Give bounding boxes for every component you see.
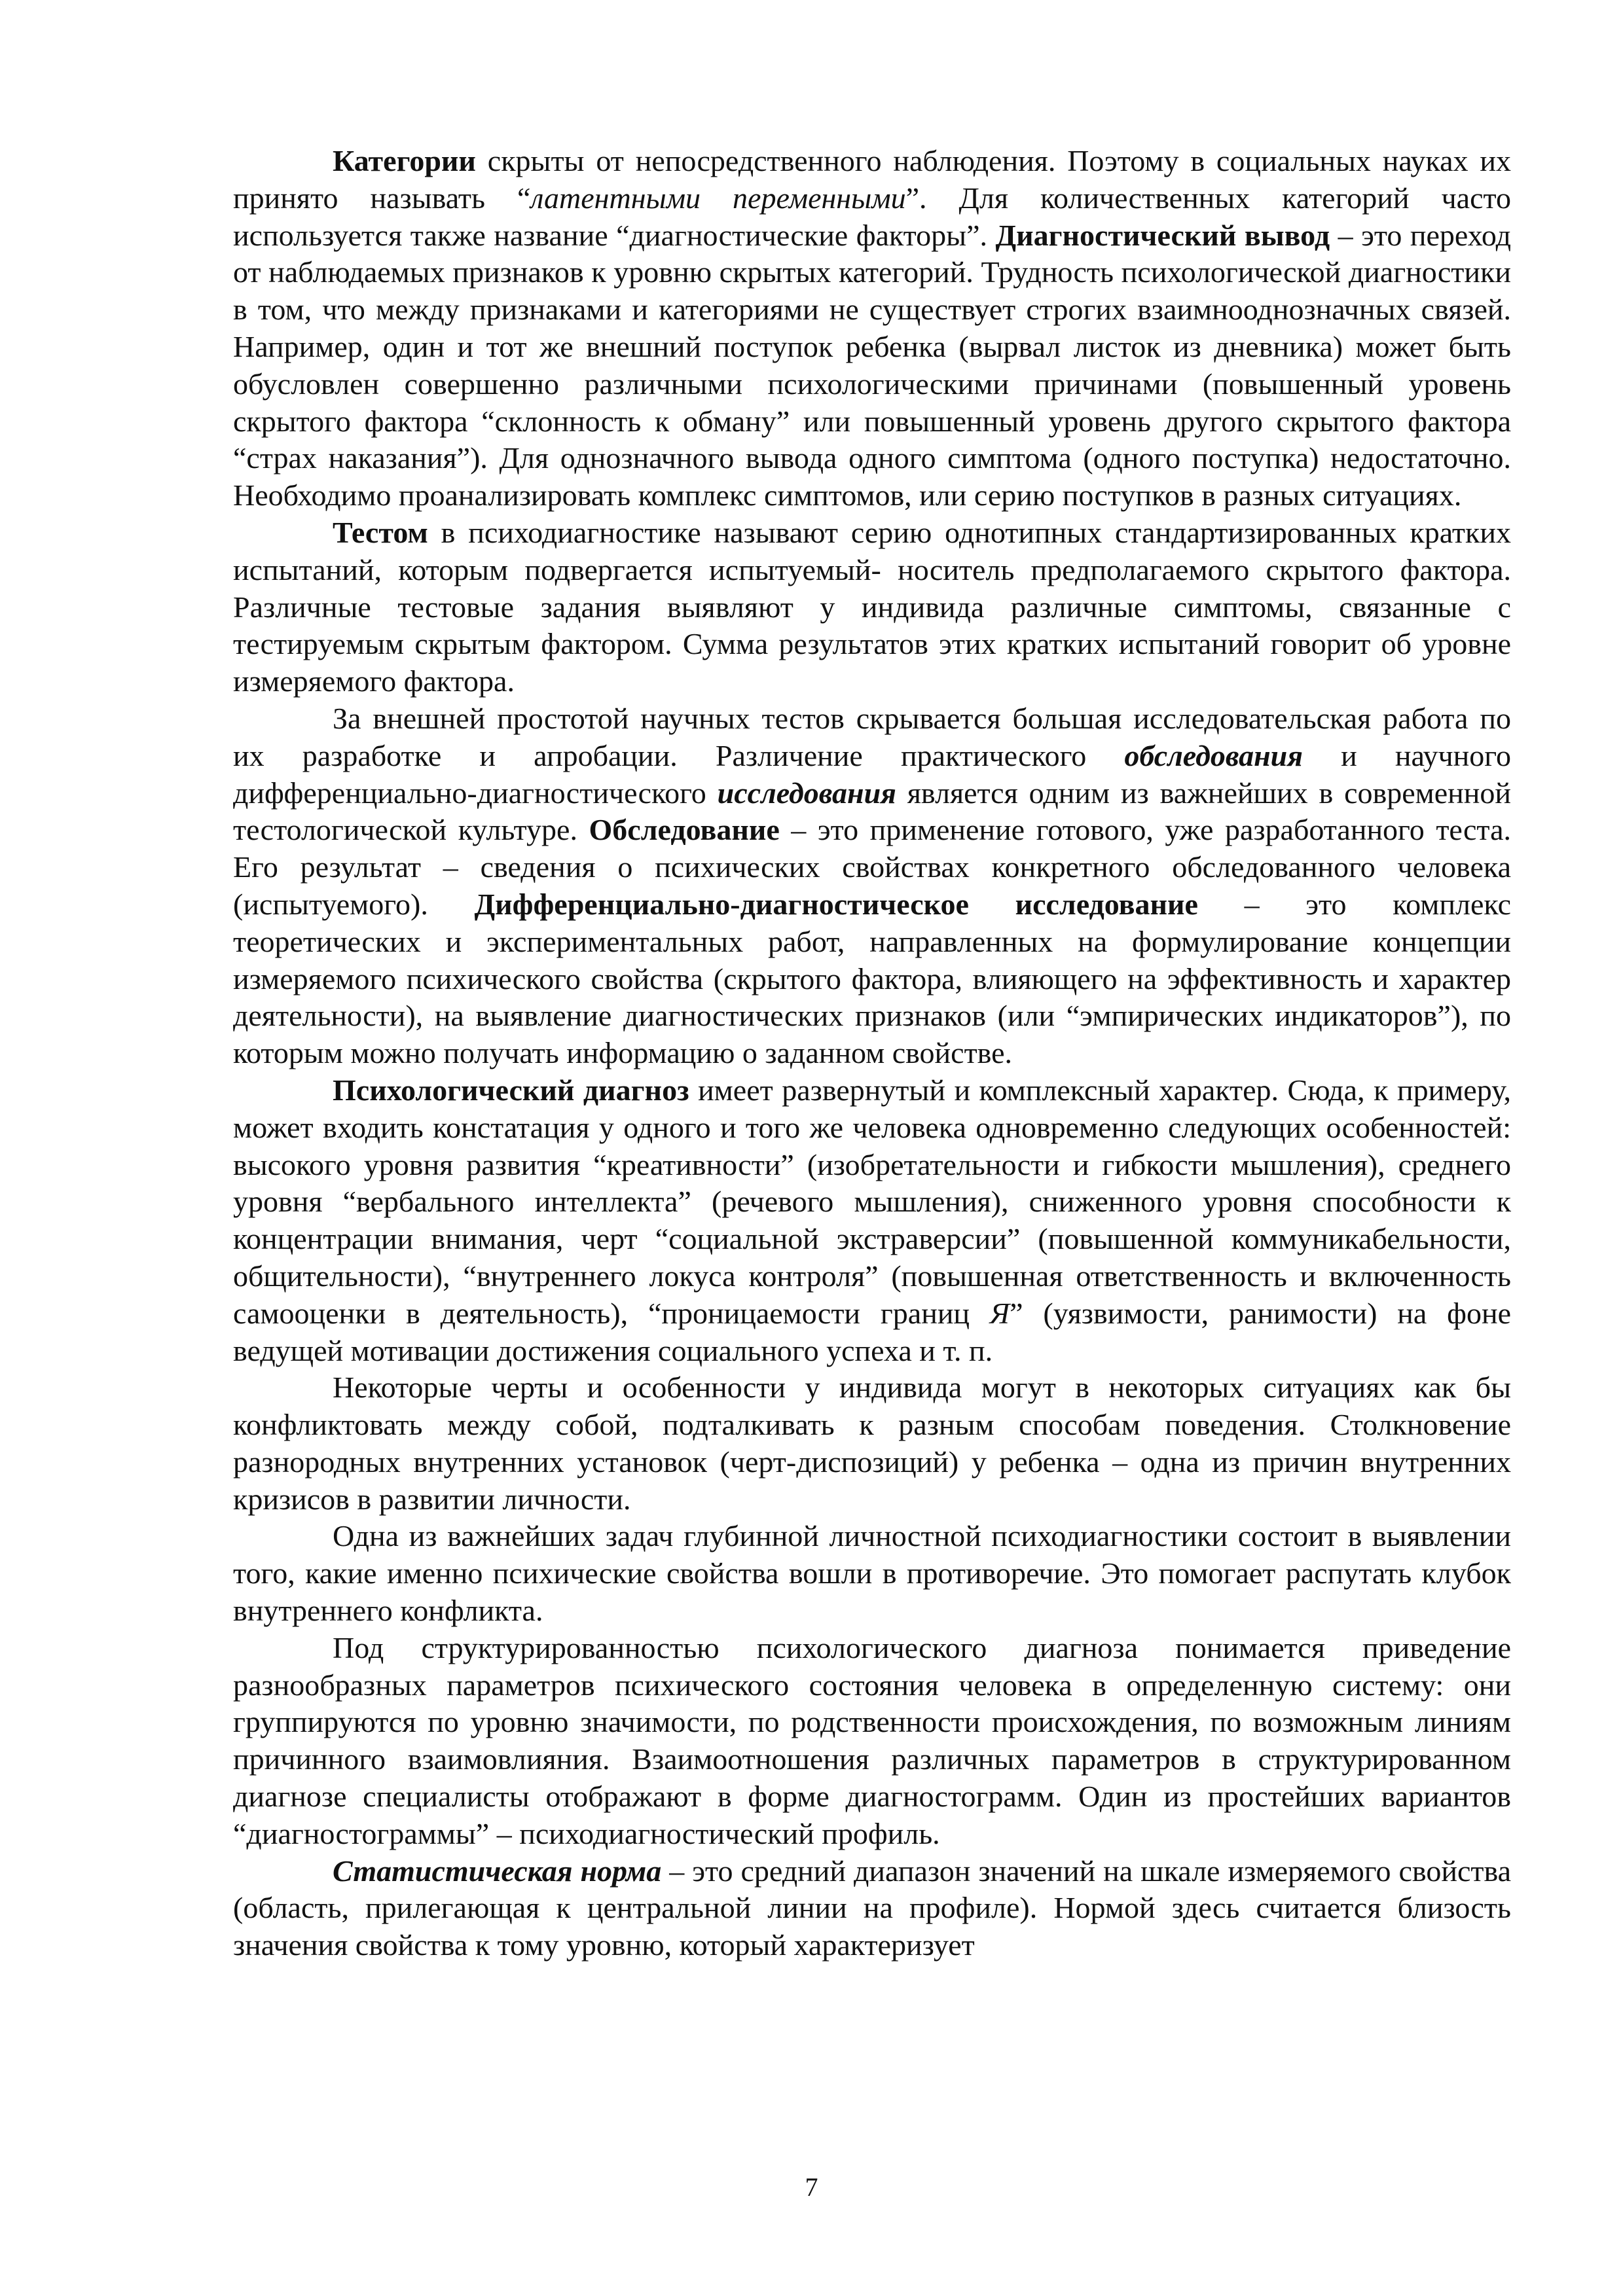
text-run: Одна из важнейших задач глубинной личностной психодиагностики состоит в выявлении того, какие именно психические свойства вошли в противоречие. Это помогает распутать клубок внутреннего конфликта. bbox=[233, 1519, 1511, 1628]
paragraph bbox=[233, 514, 1511, 700]
text-run: ” (уязвимости, ранимости) на фоне ведущей мотивации достижения социального успеха и т. п. bbox=[233, 1296, 1511, 1367]
bold-italic-term: Статистическая норма bbox=[333, 1854, 662, 1888]
bold-term: Диагностический вывод bbox=[995, 218, 1330, 252]
paragraph bbox=[233, 1853, 1511, 1964]
page-number: 7 bbox=[805, 2172, 818, 2202]
text-run: является одним из важнейших в современной тестологической культуре. bbox=[233, 776, 1511, 847]
bold-term: Дифференциально-диагностическое исследование bbox=[474, 887, 1198, 921]
bold-italic-term: обследования bbox=[1124, 738, 1303, 772]
paragraph bbox=[233, 700, 1511, 1072]
text-run: – это комплекс теоретических и экспериментальных работ, направленных на формулирование концепции измеряемого психического свойства (скрытого фактора, влияющего на эффективность и характер деятельности), на выявление диагностических признаков (или “эмпирических индикаторов”), по которым можно получать информацию о заданном свойстве. bbox=[233, 887, 1511, 1070]
text-run: имеет развернутый и комплексный характер. Сюда, к примеру, может входить констатация у одного и того же человека одновременно следующих особенностей: высокого уровня развития “креативности” (изобретательности и гибкости мышления), среднего уровня “вербального интеллекта” (речевого мышления), сниженного уровня способности к концентрации внимания, черт “социальной экстраверсии” (повышенной коммуникабельности, общительности), “внутреннего локуса контроля” (повышенная ответственность и включенность самооценки в деятельность), “проницаемости границ bbox=[233, 1073, 1511, 1330]
text-run: – это средний диапазон значений на шкале измеряемого свойства (область, прилегающая к центральной линии на профиле). Нормой здесь считается близость значения свойства к тому уровню, который характеризует bbox=[233, 1854, 1511, 1962]
bold-term: Категории bbox=[333, 144, 476, 177]
paragraph bbox=[233, 1072, 1511, 1369]
text-run: Под структурированностью психологического диагноза понимается приведение разнообразных параметров психического состояния человека в определенную систему: они группируются по уровню значимости, по родственности происхождения, по возможным линиям причинного взаимовлияния. Взаимоотношения различных параметров в структурированном диагнозе специалисты отображают в форме диагностограмм. Один из простейших вариантов “диагностограммы” – психодиагностический профиль. bbox=[233, 1630, 1511, 1850]
italic-term: латентными переменными bbox=[530, 181, 906, 215]
text-run: – это применение готового, уже разработанного теста. Его результат – сведения о психических свойствах конкретного обследованного человека (испытуемого). bbox=[233, 813, 1511, 921]
bold-term: Психологический диагноз bbox=[333, 1073, 689, 1107]
text-run: – это переход от наблюдаемых признаков к уровню скрытых категорий. Трудность психологической диагностики в том, что между признаками и категориями не существует строгих взаимнооднозначных связей. Например, один и тот же внешний поступок ребенка (вырвал листок из дневника) может быть обусловлен совершенно различными психологическими причинами (повышенный уровень скрытого фактора “склонность к обману” или повышенный уровень другого скрытого фактора “страх наказания”). Для однозначного вывода одного симптома (одного поступка) недостаточно. Необходимо проанализировать комплекс симптомов, или серию поступков в разных ситуациях. bbox=[233, 218, 1512, 512]
text-run: За внешней простотой научных тестов скрывается большая исследовательская работа по их разработке и апробации. Различение практического bbox=[233, 701, 1511, 772]
bold-term: Обследование bbox=[589, 813, 780, 847]
page-body bbox=[233, 143, 1511, 1964]
paragraph bbox=[233, 143, 1511, 514]
text-run: и научного дифференциально-диагностического bbox=[233, 738, 1511, 810]
bold-term: Тестом bbox=[333, 515, 428, 549]
italic-term: Я bbox=[989, 1296, 1010, 1330]
text-run: ”. Для количественных категорий часто используется также название “диагностические факторы”. bbox=[233, 181, 1511, 252]
paragraph bbox=[233, 1630, 1511, 1853]
paragraph bbox=[233, 1518, 1511, 1629]
text-run: Некоторые черты и особенности у индивида могут в некоторых ситуациях как бы конфликтовать между собой, подталкивать к разным способам поведения. Столкновение разнородных внутренних установок (черт-диспозиций) у ребенка – одна из причин внутренних кризисов в развитии личности. bbox=[233, 1371, 1511, 1516]
text-run: скрыты от непосредственного наблюдения. Поэтому в социальных науках их принято называть “ bbox=[233, 144, 1511, 215]
paragraph bbox=[233, 1369, 1511, 1518]
bold-italic-term: исследования bbox=[717, 776, 896, 810]
text-run: в психодиагностике называют серию однотипных стандартизированных кратких испытаний, которым подвергается испытуемый- носитель предполагаемого скрытого фактора. Различные тестовые задания выявляют у индивида различные симптомы, связанные с тестируемым скрытым фактором. Сумма результатов этих кратких испытаний говорит об уровне измеряемого фактора. bbox=[233, 515, 1511, 698]
